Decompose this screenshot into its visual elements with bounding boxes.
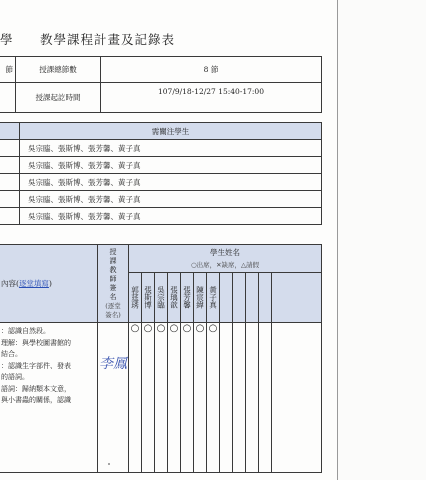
attendance-mark: ○ bbox=[142, 323, 155, 473]
student-name-cell: 郭莛琇 bbox=[129, 273, 142, 323]
student-name-cell: 張芳馨 bbox=[181, 273, 194, 323]
attendance-mark: ○ bbox=[194, 323, 207, 473]
content-header: 內容(逐堂填寫) bbox=[0, 245, 98, 323]
empty-student-cell bbox=[233, 273, 246, 323]
info-left-fragment: 節 bbox=[0, 57, 16, 83]
empty-student-cell bbox=[220, 273, 233, 323]
page-edge bbox=[337, 0, 338, 480]
teacher-sign-header-text: 授課教師簽名 bbox=[109, 247, 117, 301]
student-name-title: 學生姓名 bbox=[210, 247, 240, 257]
students-header: 需關注學生 bbox=[20, 123, 322, 140]
students-of-concern-table bbox=[0, 122, 322, 225]
title-fragment: 學 bbox=[0, 32, 14, 47]
student-name-header bbox=[129, 245, 322, 273]
content-line: ：認識生字部件、發表 bbox=[1, 361, 71, 370]
scan-speck bbox=[108, 463, 110, 465]
fill-each-lesson-link: 逐堂填寫 bbox=[18, 279, 49, 288]
attendance-mark: ○ bbox=[155, 323, 168, 473]
attendance-mark: ○ bbox=[129, 323, 142, 473]
lesson-content-cell bbox=[0, 323, 98, 473]
student-name-cell: 黃子真 bbox=[207, 273, 220, 323]
content-line: 結合。 bbox=[1, 350, 22, 358]
page-title: 教學課程計畫及記錄表 bbox=[40, 32, 176, 47]
teacher-signature: 李鳳 bbox=[99, 356, 127, 372]
teaching-record-table bbox=[0, 244, 322, 473]
content-line: 與小書蟲的關係，認識 bbox=[1, 396, 71, 404]
empty-mark-cell bbox=[259, 323, 272, 473]
attendance-mark: ○ bbox=[168, 323, 181, 473]
content-line: ：認識自然段。 bbox=[1, 327, 50, 335]
total-periods-value: 8 節 bbox=[101, 57, 322, 83]
student-name-cell: 陳宸緯 bbox=[194, 273, 207, 323]
empty-mark-cell bbox=[233, 323, 246, 473]
empty-student-cell bbox=[259, 273, 272, 323]
content-header-text: 內容 bbox=[1, 279, 16, 288]
info-left-blank bbox=[0, 83, 16, 113]
students-row: 吳宗臨、張斯博、張芳馨、黃子真 bbox=[20, 174, 322, 191]
content-line: 的語詞。 bbox=[1, 373, 29, 381]
teacher-sign-header bbox=[98, 245, 129, 323]
course-period-label: 授課起訖時間 bbox=[16, 83, 101, 113]
content-line: 理解：與學校圖書館的 bbox=[1, 338, 71, 347]
students-header-left bbox=[0, 123, 20, 140]
empty-mark-cell bbox=[272, 323, 322, 473]
attendance-mark: ○ bbox=[181, 323, 194, 473]
students-row: 吳宗臨、張斯博、張芳馨、黃子真 bbox=[20, 157, 322, 174]
course-info-table bbox=[0, 56, 322, 113]
attendance-legend: ○出席，✕缺席，△請假 bbox=[190, 260, 260, 269]
teacher-sign-subheader: (逐堂簽名) bbox=[105, 301, 121, 319]
attendance-mark: ○ bbox=[207, 323, 220, 473]
content-line: 語詞：歸納類本文意， bbox=[1, 384, 71, 393]
student-name-cell: 張瑀歆 bbox=[168, 273, 181, 323]
student-name-cell: 吳宗臨 bbox=[155, 273, 168, 323]
teacher-signature-cell bbox=[98, 323, 129, 473]
empty-student-cell bbox=[272, 273, 322, 323]
total-periods-label: 授課總節數 bbox=[16, 57, 101, 83]
empty-mark-cell bbox=[220, 323, 233, 473]
students-row: 吳宗臨、張斯博、張芳馨、黃子真 bbox=[20, 208, 322, 225]
empty-mark-cell bbox=[246, 323, 259, 473]
course-period-value: 107/9/18-12/27 15:40-17:00 bbox=[101, 83, 322, 113]
empty-student-cell bbox=[246, 273, 259, 323]
students-row: 吳宗臨、張斯博、張芳馨、黃子真 bbox=[20, 191, 322, 208]
students-row: 吳宗臨、張斯博、張芳馨、黃子真 bbox=[20, 140, 322, 157]
student-name-cell: 張斯博 bbox=[142, 273, 155, 323]
